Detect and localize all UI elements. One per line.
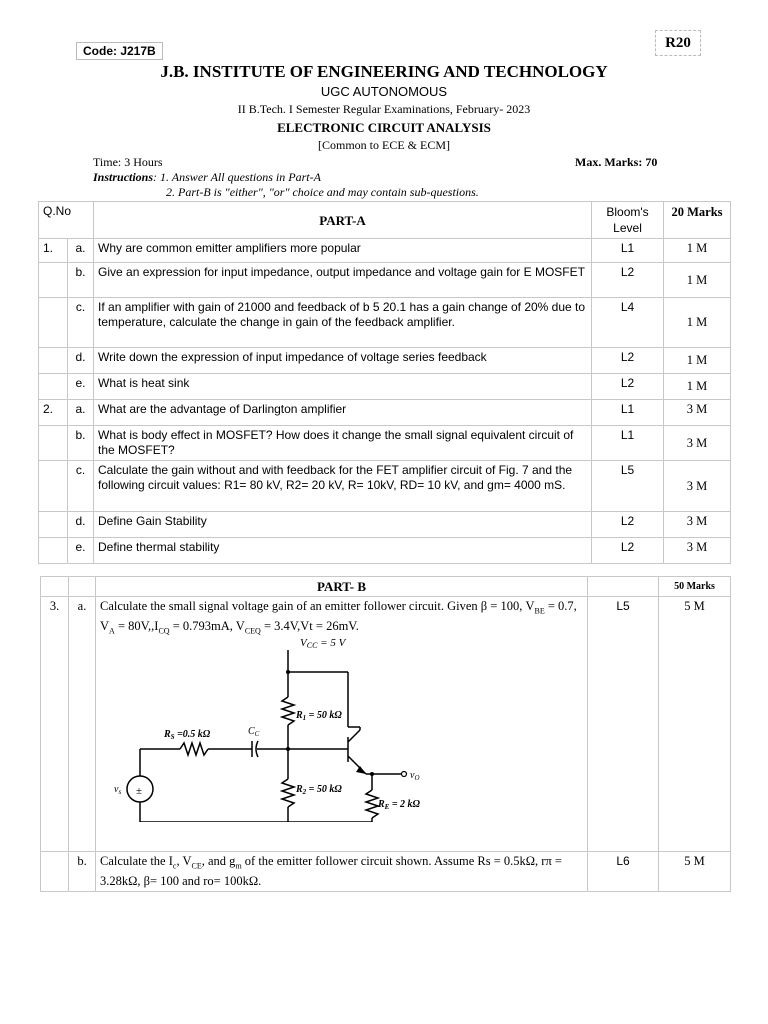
table-row [41, 852, 731, 892]
part-b-marks-header: 50 Marks [659, 577, 731, 597]
institute-title: J.B. INSTITUTE OF ENGINEERING AND TECHNOLOGY [160, 62, 608, 81]
blooms-level: L5 [592, 461, 664, 512]
question-text: Define thermal stability [94, 538, 592, 564]
table-row [39, 512, 731, 538]
blooms-level: L2 [592, 538, 664, 564]
marks: 1 M [664, 239, 731, 263]
marks: 1 M [664, 348, 731, 374]
qno-header: Q.No [39, 202, 94, 239]
question-text: What is heat sink [94, 374, 592, 400]
blooms-level: L1 [592, 426, 664, 461]
marks-header: 20 Marks [664, 202, 731, 239]
exam-time: Time: 3 Hours [93, 155, 163, 169]
instruction-2: 2. Part-B is "either", "or" choice and may contain sub-questions. [166, 185, 479, 199]
sub-question: a. [68, 400, 94, 426]
marks: 5 M [659, 597, 731, 852]
sub-question: c. [68, 461, 94, 512]
blooms-level: L6 [588, 852, 659, 892]
sub-question: b. [68, 263, 94, 298]
blooms-level: L5 [588, 597, 659, 852]
question-number [39, 263, 68, 298]
blooms-level: L2 [592, 374, 664, 400]
question-number: 1. [39, 239, 68, 263]
marks: 3 M [664, 512, 731, 538]
table-row [39, 263, 731, 298]
question-number: 3. [41, 597, 69, 852]
subject-title: ELECTRONIC CIRCUIT ANALYSIS [277, 120, 491, 135]
instructions-label: Instructions [93, 170, 154, 184]
exam-code: Code: J217B [76, 42, 163, 60]
blooms-level: L2 [592, 263, 664, 298]
r1-label: $R_1 = 50$ kΩ [296, 710, 342, 722]
question-number [39, 512, 68, 538]
regulation-badge: R20 [655, 30, 701, 56]
max-marks: Max. Marks: 70 [575, 155, 658, 169]
blooms-level: L2 [592, 348, 664, 374]
table-row [39, 538, 731, 564]
sub-question: b. [69, 852, 96, 892]
table-row [39, 348, 731, 374]
part-a-title: PART-A [94, 202, 592, 239]
question-text: Calculate the gain without and with feedback for the FET amplifier circuit of Fig. 7 and the following circuit values: R1= 80 kV, R2= 20 kV, R= 10kV, RD= 10 kV, and gm= 4000 mS. [94, 461, 592, 512]
question-number [39, 348, 68, 374]
sub-question: a. [69, 597, 96, 852]
marks: 3 M [664, 538, 731, 564]
question-text: Define Gain Stability [94, 512, 592, 538]
question-text: What are the advantage of Darlington amplifier [94, 400, 592, 426]
sub-question: d. [68, 348, 94, 374]
table-row [39, 426, 731, 461]
question-number [39, 298, 68, 348]
blooms-header: Bloom's Level [592, 202, 664, 239]
autonomous-status: UGC AUTONOMOUS [320, 84, 448, 99]
common-branches: [Common to ECE & ECM] [318, 138, 450, 152]
sub-question: d. [68, 512, 94, 538]
rs-label: $R_S =0.5$ kΩ [164, 729, 211, 741]
marks: 1 M [664, 298, 731, 348]
part-a-table [38, 201, 731, 564]
exam-title: II B.Tech. I Semester Regular Examinations, February- 2023 [237, 102, 531, 116]
question-number [39, 374, 68, 400]
emitter-follower-circuit [110, 632, 440, 822]
instruction-line-1 [93, 170, 321, 185]
table-row [39, 400, 731, 426]
marks: 3 M [664, 426, 731, 461]
question-text: Why are common emitter amplifiers more popular [94, 239, 592, 263]
marks: 3 M [664, 461, 731, 512]
marks: 1 M [664, 374, 731, 400]
question-text-vars: $V_{BE} = 0.7$, $V_A = 80V,,I_{CQ} = 0.793mA$, $V_{CEQ} = 3.4V,Vt = 26mV$. [100, 599, 577, 635]
table-row [39, 298, 731, 348]
marks: 3 M [664, 400, 731, 426]
sub-question: e. [68, 538, 94, 564]
table-row [39, 239, 731, 263]
question-number [39, 426, 68, 461]
marks: 5 M [659, 852, 731, 892]
question-text: What is body effect in MOSFET? How does it change the small signal equivalent circuit of the MOSFET? [94, 426, 592, 461]
part-b-title: PART- B [96, 577, 588, 597]
marks: 1 M [664, 263, 731, 298]
blooms-level: L1 [592, 400, 664, 426]
blooms-level: L1 [592, 239, 664, 263]
question-text: Calculate the $I_c$, $V_{CE}$, and $g_m$ of the emitter follower circuit shown. Assume Rs = 0.5kΩ, rπ = 3.28kΩ, β= 100 and ro= 100kΩ. [96, 852, 588, 892]
sub-question: e. [68, 374, 94, 400]
sub-question: a. [68, 239, 94, 263]
question-text: Give an expression for input impedance, output impedance and voltage gain for E MOSFET [94, 263, 592, 298]
question-number [39, 538, 68, 564]
part-b-header-row [41, 577, 731, 597]
r2-label: $R_2 = 50$ kΩ [296, 784, 342, 796]
vcc-label: VCC = 5 V [300, 637, 346, 650]
table-row [39, 461, 731, 512]
vo-label: $v_O$ [410, 770, 420, 782]
cc-label: $C_C$ [248, 726, 260, 738]
vs-plus: ± [136, 785, 143, 797]
table-row [39, 374, 731, 400]
blooms-level: L4 [592, 298, 664, 348]
question-text: Write down the expression of input impedance of voltage series feedback [94, 348, 592, 374]
instruction-1: : 1. Answer All questions in Part-A [153, 170, 321, 184]
question-number [39, 461, 68, 512]
blooms-level: L2 [592, 512, 664, 538]
question-text-prefix: Calculate the small signal voltage gain of an emitter follower circuit. Given β = 100, [100, 599, 526, 613]
sub-question: c. [68, 298, 94, 348]
vs-label: $v_s$ [114, 784, 122, 796]
part-a-header-row [39, 202, 731, 239]
sub-question: b. [68, 426, 94, 461]
question-text: If an amplifier with gain of 21000 and feedback of b 5 20.1 has a gain change of 20% due to temperature, calculate the change in gain of the feedback amplifier. [94, 298, 592, 348]
question-number: 2. [39, 400, 68, 426]
re-label: $R_E = 2$ kΩ [378, 799, 421, 811]
